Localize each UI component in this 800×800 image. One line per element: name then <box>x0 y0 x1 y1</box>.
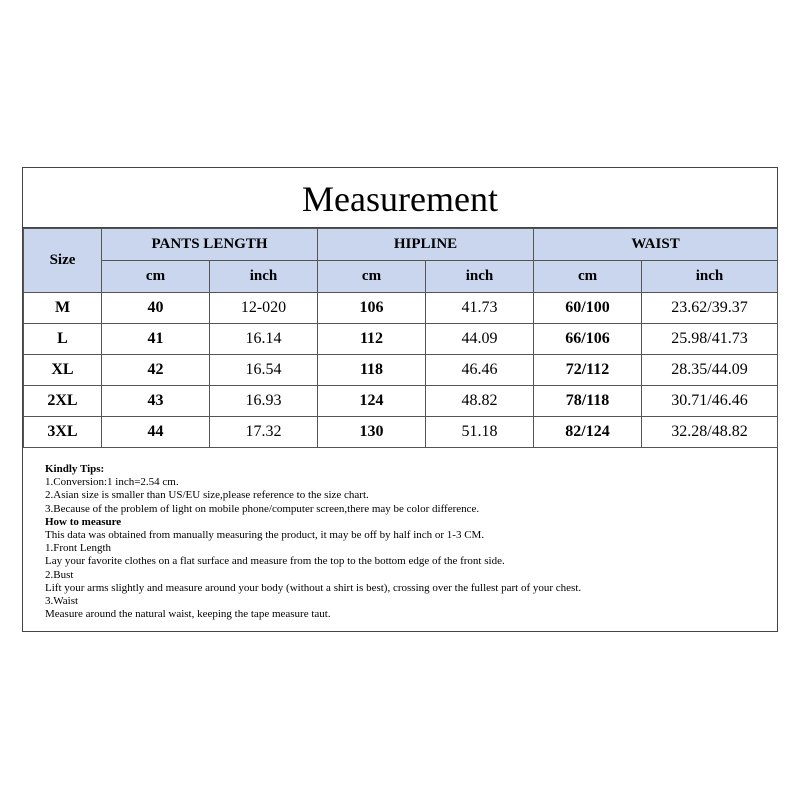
tips-section <box>45 463 775 621</box>
unit-header: inch <box>642 261 778 293</box>
how-line: 2.Bust <box>45 568 74 581</box>
table-header-row <box>24 229 778 261</box>
tips-heading: Kindly Tips: <box>45 463 105 475</box>
size-cell: 3XL <box>24 417 102 448</box>
how-line: 3.Waist <box>45 595 79 608</box>
table-cell: 25.98/41.73 <box>642 324 778 355</box>
how-to-measure-heading: How to measure <box>45 515 122 528</box>
size-cell: 2XL <box>24 386 102 417</box>
how-line: 1.Front Length <box>45 542 111 555</box>
table-cell: 30.71/46.46 <box>642 386 778 417</box>
table-cell: 12-020 <box>210 293 318 324</box>
tip-line: 1.Conversion:1 inch=2.54 cm. <box>45 476 179 489</box>
hipline-header: HIPLINE <box>318 229 534 261</box>
table-cell: 41 <box>102 324 210 355</box>
unit-header: inch <box>210 261 318 293</box>
table-row <box>24 417 778 448</box>
table-cell: 44.09 <box>426 324 534 355</box>
size-cell: L <box>24 324 102 355</box>
table-unit-row <box>24 261 778 293</box>
table-cell: 82/124 <box>534 417 642 448</box>
table-row <box>24 324 778 355</box>
unit-header: cm <box>534 261 642 293</box>
size-chart-frame <box>22 167 778 632</box>
table-cell: 44 <box>102 417 210 448</box>
pants-length-header: PANTS LENGTH <box>102 229 318 261</box>
size-cell: M <box>24 293 102 324</box>
table-cell: 28.35/44.09 <box>642 355 778 386</box>
table-cell: 17.32 <box>210 417 318 448</box>
table-row <box>24 355 778 386</box>
table-cell: 118 <box>318 355 426 386</box>
table-cell: 32.28/48.82 <box>642 417 778 448</box>
unit-header: cm <box>318 261 426 293</box>
size-column-header: Size <box>24 229 102 293</box>
waist-header: WAIST <box>534 229 778 261</box>
chart-title: Measurement <box>23 168 777 228</box>
table-cell: 16.93 <box>210 386 318 417</box>
table-cell: 42 <box>102 355 210 386</box>
table-cell: 51.18 <box>426 417 534 448</box>
table-cell: 78/118 <box>534 386 642 417</box>
table-cell: 41.73 <box>426 293 534 324</box>
table-cell: 130 <box>318 417 426 448</box>
size-table <box>23 228 778 448</box>
how-line: Measure around the natural waist, keeping the tape measure taut. <box>45 608 331 621</box>
table-cell: 48.82 <box>426 386 534 417</box>
unit-header: inch <box>426 261 534 293</box>
how-line: This data was obtained from manually measuring the product, it may be off by half inch or 1-3 CM. <box>45 529 485 542</box>
table-cell: 43 <box>102 386 210 417</box>
how-line: Lift your arms slightly and measure around your body (without a shirt is best), crossing over the fullest part of your chest. <box>45 581 582 594</box>
table-cell: 16.14 <box>210 324 318 355</box>
table-cell: 124 <box>318 386 426 417</box>
tip-line: 3.Because of the problem of light on mobile phone/computer screen,there may be color difference. <box>45 502 480 515</box>
table-cell: 60/100 <box>534 293 642 324</box>
table-cell: 66/106 <box>534 324 642 355</box>
table-row <box>24 386 778 417</box>
how-line: Lay your favorite clothes on a flat surface and measure from the top to the bottom edge of the front side. <box>45 555 505 568</box>
table-cell: 106 <box>318 293 426 324</box>
tip-line: 2.Asian size is smaller than US/EU size,please reference to the size chart. <box>45 489 369 502</box>
table-cell: 40 <box>102 293 210 324</box>
size-cell: XL <box>24 355 102 386</box>
table-cell: 112 <box>318 324 426 355</box>
table-row <box>24 293 778 324</box>
table-cell: 23.62/39.37 <box>642 293 778 324</box>
table-cell: 16.54 <box>210 355 318 386</box>
table-cell: 46.46 <box>426 355 534 386</box>
table-cell: 72/112 <box>534 355 642 386</box>
unit-header: cm <box>102 261 210 293</box>
